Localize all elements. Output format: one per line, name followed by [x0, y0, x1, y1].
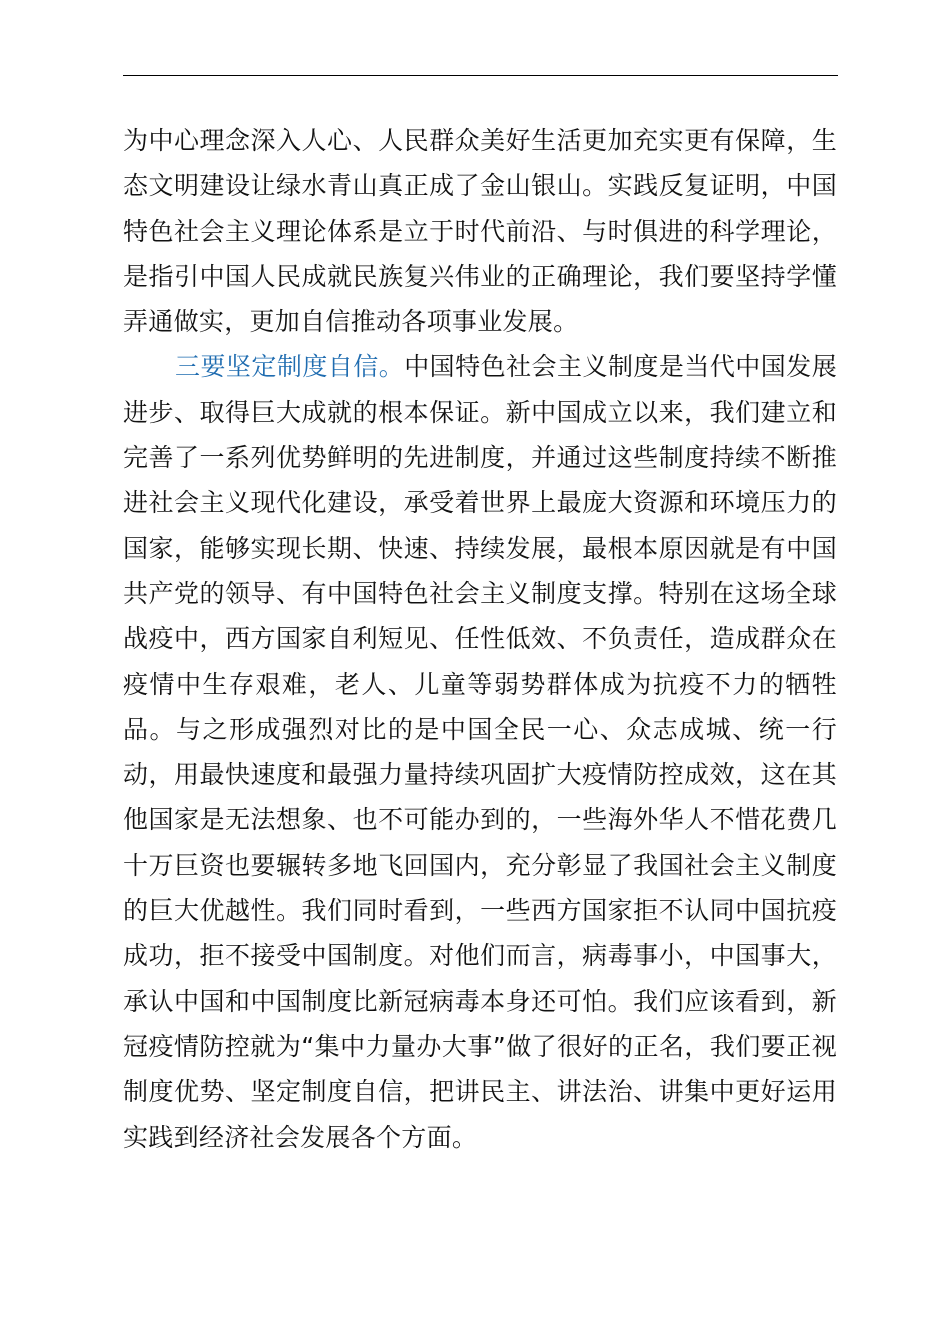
paragraph-institutional-confidence	[123, 344, 837, 1159]
paragraph-continuation: 为中心理念深入人心、人民群众美好生活更加充实更有保障，生态文明建设让绿水青山真正成了金山银山。实践反复证明，中国特色社会主义理论体系是立于时代前沿、与时俱进的科学理论，是指引中国人民成就民族复兴伟业的正确理论，我们要坚持学懂弄通做实，更加自信推动各项事业发展。	[123, 126, 837, 337]
body-text	[123, 118, 837, 1160]
header-rule	[123, 75, 838, 76]
section-heading: 三要坚定制度自信。	[175, 352, 405, 382]
paragraph-body: 中国特色社会主义制度是当代中国发展进步、取得巨大成就的根本保证。新中国成立以来，我们建立和完善了一系列优势鲜明的先进制度，并通过这些制度持续不断推进社会主义现代化建设，承受着世界上最庞大资源和环境压力的国家，能够实现长期、快速、持续发展，最根本原因就是有中国共产党的领导、有中国特色社会主义制度支撑。特别在这场全球战疫中，西方国家自利短见、任性低效、不负责任，造成群众在疫情中生存艰难，老人、儿童等弱势群体成为抗疫不力的牺牲品。与之形成强烈对比的是中国全民一心、众志成城、统一行动，用最快速度和最强力量持续巩固扩大疫情防控成效，这在其他国家是无法想象、也不可能办到的，一些海外华人不惜花费几十万巨资也要辗转多地飞回国内，充分彰显了我国社会主义制度的巨大优越性。我们同时看到，一些西方国家拒不认同中国抗疫成功，拒不接受中国制度。对他们而言，病毒事小，中国事大，承认中国和中国制度比新冠病毒本身还可怕。我们应该看到，新冠疫情防控就为“集中力量办大事”做了很好的正名，我们要正视制度优势、坚定制度自信，把讲民主、讲法治、讲集中更好运用实践到经济社会发展各个方面。	[123, 352, 838, 1152]
